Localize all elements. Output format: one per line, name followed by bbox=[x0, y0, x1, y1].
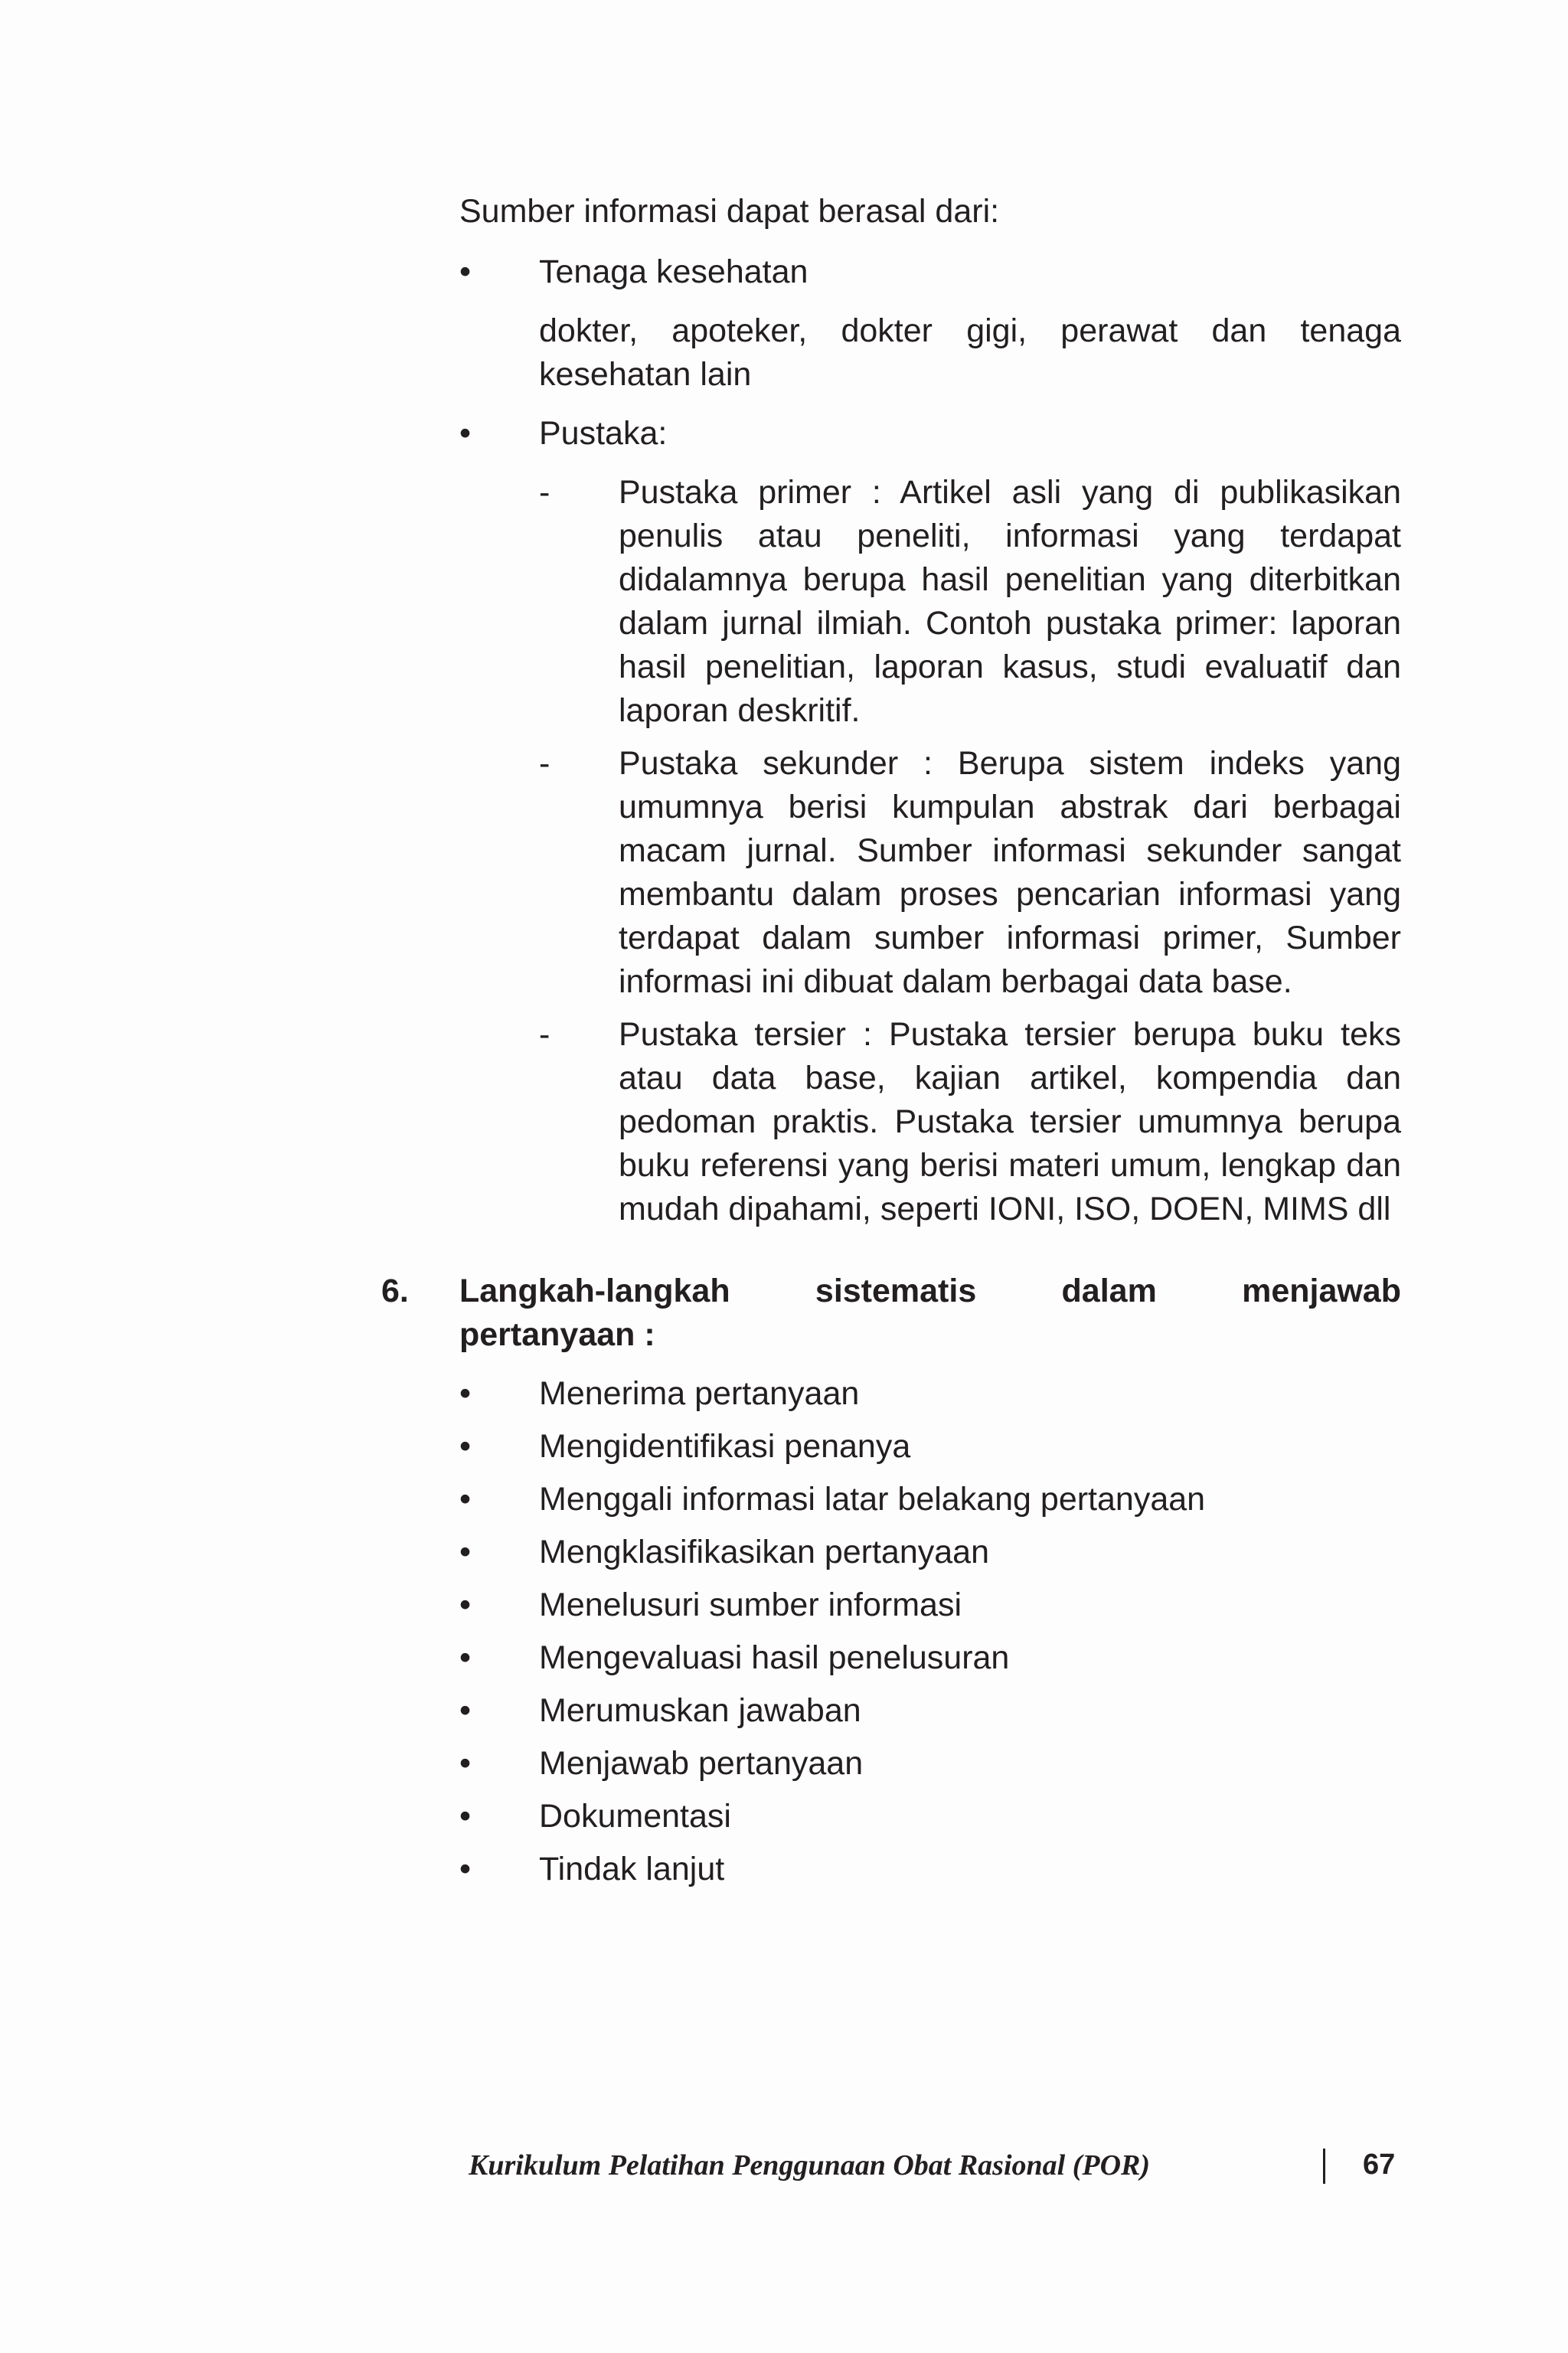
step-text: Dokumentasi bbox=[539, 1798, 731, 1835]
bullet-marker: • bbox=[459, 1428, 472, 1465]
page-footer bbox=[459, 2149, 1401, 2194]
pustaka-text: Pustaka tersier : Pustaka tersier berupa buku teks atau data base, kajian artikel, kompendia dan pedoman praktis. Pustaka tersier umumnya berupa buku referensi yang berisi materi umum, lengkap dan mudah dipahami, seperti IONI, ISO, DOEN, MIMS dll bbox=[619, 1016, 1401, 1227]
step-text: Menggali informasi latar belakang pertanyaan bbox=[539, 1481, 1206, 1518]
pustaka-text: Pustaka primer : Artikel asli yang di publikasikan penulis atau peneliti, informasi yang terdapat didalamnya berupa hasil penelitian yang diterbitkan dalam jurnal ilmiah. Contoh pustaka primer: laporan hasil penelitian, laporan kasus, studi evaluatif dan laporan deskritif. bbox=[619, 474, 1401, 729]
source-title: Tenaga kesehatan bbox=[539, 253, 808, 290]
footer-title: Kurikulum Pelatihan Penggunaan Obat Rasional (POR) bbox=[469, 2149, 1151, 2181]
list-item bbox=[539, 742, 1401, 1004]
list-item bbox=[459, 250, 1401, 294]
step-text: Mengklasifikasikan pertanyaan bbox=[539, 1534, 989, 1570]
bullet-marker: • bbox=[459, 1587, 472, 1623]
bullet-marker: • bbox=[459, 1481, 472, 1518]
list-item bbox=[459, 1531, 1401, 1574]
step-text: Menerima pertanyaan bbox=[539, 1375, 860, 1412]
list-item bbox=[539, 1013, 1401, 1231]
bullet-marker: • bbox=[459, 253, 472, 290]
list-item bbox=[459, 1795, 1401, 1838]
list-item bbox=[459, 1742, 1401, 1786]
list-item bbox=[459, 1636, 1401, 1680]
step-text: Mengidentifikasi penanya bbox=[539, 1428, 911, 1465]
step-text: Menelusuri sumber informasi bbox=[539, 1587, 962, 1623]
footer-divider bbox=[1323, 2149, 1325, 2184]
dash-marker: - bbox=[539, 474, 550, 511]
dash-marker: - bbox=[539, 745, 550, 782]
section-title-line2: pertanyaan : bbox=[459, 1316, 655, 1353]
bullet-marker: • bbox=[459, 1798, 472, 1835]
pustaka-text: Pustaka sekunder : Berupa sistem indeks yang umumnya berisi kumpulan abstrak dari berbagai macam jurnal. Sumber informasi sekunder sangat membantu dalam proses pencarian informasi yang terdapat dalam sumber informasi primer, Sumber informasi ini dibuat dalam berbagai data base. bbox=[619, 745, 1401, 1000]
step-text: Merumuskan jawaban bbox=[539, 1692, 861, 1729]
dash-marker: - bbox=[539, 1016, 550, 1053]
page-content bbox=[381, 190, 1401, 1900]
step-text: Mengevaluasi hasil penelusuran bbox=[539, 1639, 1010, 1676]
step-text: Tindak lanjut bbox=[539, 1851, 725, 1887]
list-item bbox=[459, 1689, 1401, 1733]
list-item bbox=[459, 1583, 1401, 1627]
source-title: Pustaka: bbox=[539, 415, 668, 452]
list-item bbox=[459, 1425, 1401, 1469]
bullet-marker: • bbox=[459, 415, 472, 452]
section-title-line1: Langkah-langkah sistematis dalam menjawab bbox=[459, 1273, 1401, 1309]
list-item bbox=[459, 1372, 1401, 1416]
bullet-marker: • bbox=[459, 1639, 472, 1676]
list-item bbox=[539, 471, 1401, 733]
list-item bbox=[459, 412, 1401, 456]
list-item bbox=[459, 1478, 1401, 1521]
source-detail: dokter, apoteker, dokter gigi, perawat dan tenaga kesehatan lain bbox=[539, 312, 1401, 393]
bullet-marker: • bbox=[459, 1745, 472, 1782]
step-text: Menjawab pertanyaan bbox=[539, 1745, 864, 1782]
bullet-marker: • bbox=[459, 1851, 472, 1887]
bullet-marker: • bbox=[459, 1534, 472, 1570]
section-number: 6. bbox=[381, 1273, 409, 1309]
intro-text: Sumber informasi dapat berasal dari: bbox=[459, 193, 1000, 230]
steps-list bbox=[459, 1372, 1401, 1891]
list-item bbox=[459, 1848, 1401, 1891]
section-heading bbox=[381, 1270, 1401, 1357]
pustaka-list bbox=[459, 471, 1401, 1231]
page-number: 67 bbox=[1363, 2149, 1396, 2181]
bullet-marker: • bbox=[459, 1692, 472, 1729]
bullet-marker: • bbox=[459, 1375, 472, 1412]
